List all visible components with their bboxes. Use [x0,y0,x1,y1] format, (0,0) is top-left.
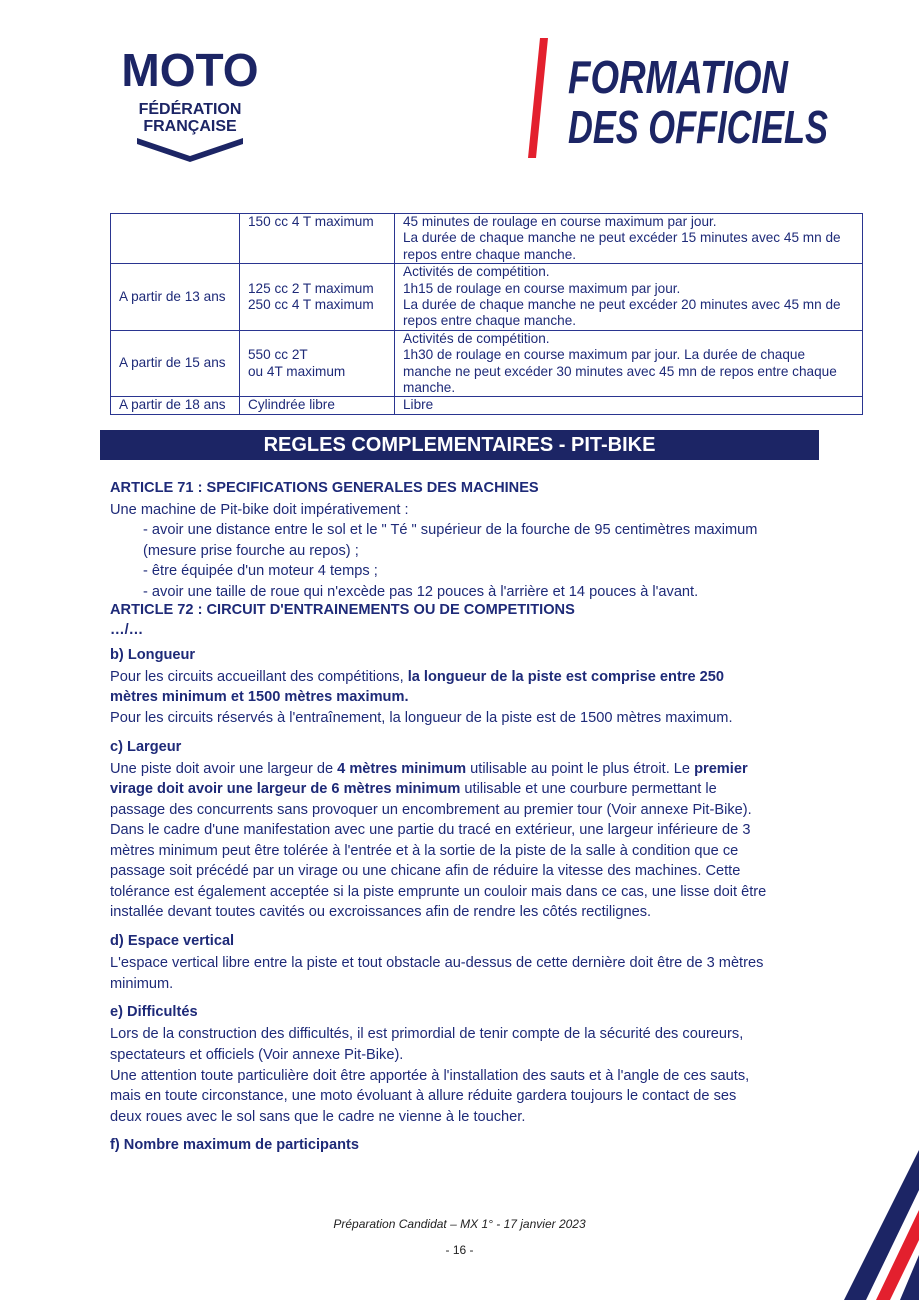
ffm-logo [105,38,275,163]
desc-cell: Activités de compétition. 1h15 de roulage en course maximum par jour. La durée de chaque manche ne peut excéder 20 minutes avec 45 mn de repos entre chaque manche. [395,264,863,331]
table-row [111,214,863,264]
bullet-1b: (mesure prise fourche au repos) ; [143,543,359,559]
table-row [111,264,863,331]
age-cell: A partir de 13 ans [111,264,240,331]
bullet-1a: - avoir une distance entre le sol et le " Té " supérieur de la fourche de 95 centimètres maximum [143,522,758,538]
formation-logo [528,38,838,163]
corner-stripes-decoration [840,1150,919,1300]
section-c-line5: mètres minimum peut être tolérée à l'entrée et à la sortie de la piste de la salle à condition que ce [110,843,739,859]
age-cell [111,214,240,264]
section-c-title: c) Largeur [110,739,182,755]
section-b-title: b) Longueur [110,647,196,663]
section-b-line1: Pour les circuits accueillant des compétitions, la longueur de la piste est comprise entre 250 [110,669,724,685]
section-d-title: d) Espace vertical [110,933,235,949]
section-d-line2: minimum. [110,976,174,992]
section-e-line1: Lors de la construction des difficultés, il est primordial de tenir compte de la sécurité des coureurs, [110,1026,744,1042]
bullet-2: - être équipée d'un moteur 4 temps ; [143,563,378,579]
page-number: - 16 - [445,1243,474,1257]
section-c-line8: installée devant toutes cavités ou excroissances afin de rendre les côtés rectilignes. [110,904,652,920]
engine-cell: 550 cc 2T ou 4T maximum [240,330,395,397]
table-row [111,397,863,414]
desc-cell: Libre [395,397,863,414]
section-c-line6: passage soit précédé par un virage ou une chicane afin de réduire la vitesse des machines. Cette [110,863,741,879]
section-c-line3: passage des concurrents sans provoquer un encombrement au premier tour (Voir annexe Pit-Bike). [110,802,752,818]
logo-line1: FÉDÉRATION [138,101,242,118]
desc-cell: Activités de compétition. 1h30 de roulage en course maximum par jour. La durée de chaque manche ne peut excéder 30 minutes avec 45 mn de repos entre chaque manche. [395,330,863,397]
engine-cell: 125 cc 2 T maximum 250 cc 4 T maximum [240,264,395,331]
article-71-title: ARTICLE 71 : SPECIFICATIONS GENERALES DES MACHINES [110,480,539,496]
article-71-intro: Une machine de Pit-bike doit impérativement : [110,502,409,518]
section-c-line4: Dans le cadre d'une manifestation avec une partie du tracé en extérieur, une largeur inférieure de 3 [110,822,751,838]
desc-cell: 45 minutes de roulage en course maximum par jour. La durée de chaque manche ne peut excéder 15 minutes avec 45 mn de repos entre chaque manche. [395,214,863,264]
age-cell: A partir de 15 ans [111,330,240,397]
red-slash [528,38,548,158]
logo-moto-word: MOTO [121,44,259,96]
section-banner: REGLES COMPLEMENTAIRES - PIT-BIKE [100,430,819,460]
table-row [111,330,863,397]
footer-caption: Préparation Candidat – MX 1° - 17 janvier 2023 [333,1217,586,1231]
article-72-title: ARTICLE 72 : CIRCUIT D'ENTRAINEMENTS OU DE COMPETITIONS [110,602,575,618]
section-b-line2: mètres minimum et 1500 mètres maximum. [110,689,409,705]
section-b-line3: Pour les circuits réservés à l'entraînement, la longueur de la piste est de 1500 mètres maximum. [110,710,733,726]
section-c-line7: tolérance est également acceptée si la piste emprunte un couloir mais dans ce cas, une lisse doit être [110,884,767,900]
engine-cell: Cylindrée libre [240,397,395,414]
section-e-line2: spectateurs et officiels (Voir annexe Pit-Bike). [110,1047,404,1063]
section-c-line1: Une piste doit avoir une largeur de 4 mètres minimum utilisable au point le plus étroit. Le premier [110,761,748,777]
age-limits-table [110,213,863,415]
section-f-title: f) Nombre maximum de participants [110,1137,359,1153]
age-cell: A partir de 18 ans [111,397,240,414]
engine-cell: 150 cc 4 T maximum [240,214,395,264]
ellipsis: …/… [110,622,144,638]
bullet-3: - avoir une taille de roue qui n'excède pas 12 pouces à l'arrière et 14 pouces à l'avant. [143,584,699,600]
logo-formation: FORMATION [568,51,789,103]
section-c-line2: virage doit avoir une largeur de 6 mètres minimum utilisable et une courbure permettant le [110,781,717,797]
section-e-line4: mais en toute circonstance, une moto évoluant à allure réduite gardera toujours le contact de ses [110,1088,737,1104]
logo-line2: FRANÇAISE [143,118,237,135]
section-e-line3: Une attention toute particulière doit être apportée à l'installation des sauts et à l'angle de ces sauts, [110,1068,750,1084]
section-e-title: e) Difficultés [110,1004,198,1020]
section-e-line5: deux roues avec le sol sans que le cadre ne vienne à le toucher. [110,1109,526,1125]
logo-officiels: DES OFFICIELS [568,101,829,153]
section-d-line1: L'espace vertical libre entre la piste et tout obstacle au-dessus de cette dernière doit être de 3 mètres [110,955,764,971]
